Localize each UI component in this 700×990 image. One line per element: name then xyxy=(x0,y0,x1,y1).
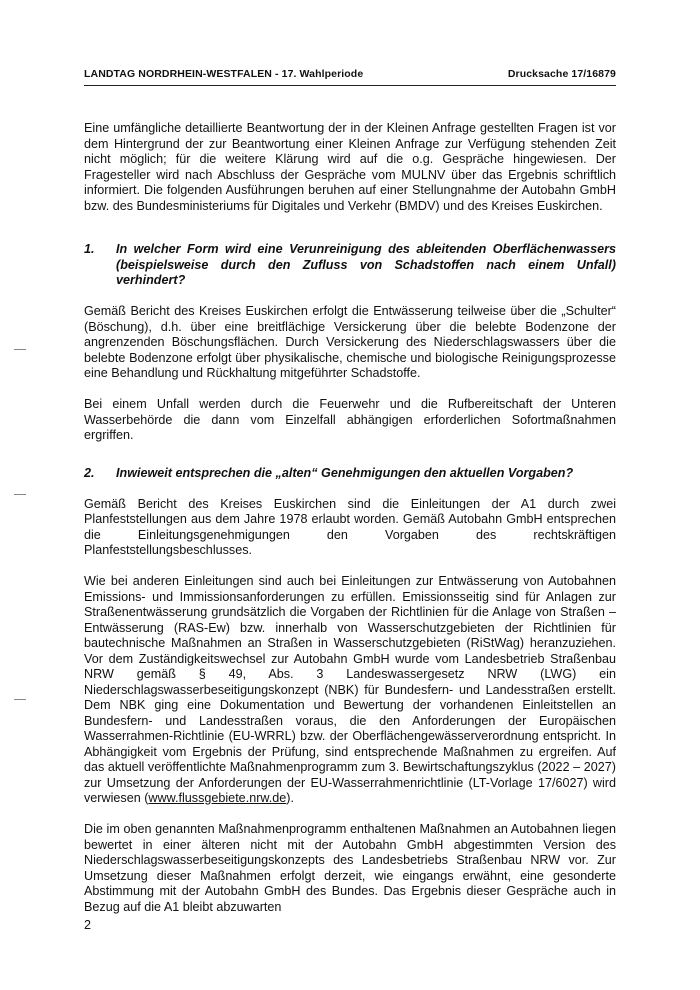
margin-mark xyxy=(14,494,26,495)
margin-mark xyxy=(14,699,26,700)
question-2-text: Inwieweit entsprechen die „alten“ Genehmigungen den aktuellen Vorgaben? xyxy=(116,465,574,480)
header-parliament: LANDTAG NORDRHEIN-WESTFALEN - 17. Wahlperiode xyxy=(84,68,364,80)
document-body xyxy=(84,121,616,931)
answer-2-paragraph-1: Gemäß Bericht des Kreises Euskirchen sind die Einleitungen der A1 durch zwei Planfeststellungen aus dem Jahre 1978 erlaubt worden. Gemäß Autobahn GmbH entsprechen die Einleitungsgenehmigungen den Vorgaben des rechtskräftigen Planfeststellungsbeschlusses. xyxy=(84,496,616,557)
answer-1-paragraph-2: Bei einem Unfall werden durch die Feuerwehr und die Rufbereitschaft der Unteren Wasserbehörde die dann vom Einzelfall abhängigen erforderlichen Sofortmaßnahmen ergriffen. xyxy=(84,397,616,442)
page-header xyxy=(84,68,616,80)
answer-1-paragraph-1: Gemäß Bericht des Kreises Euskirchen erfolgt die Entwässerung teilweise über die „Schulter“ (Böschung), d.h. über eine breitflächige Versickerung über die belebte Bodenzone der angrenzenden Böschungsflächen. Durch Versickerung des Niederschlagswassers über die belebte Bodenzone erfolgt über physikalische, chemische und biologische Reinigungsprozesse eine Behandlung und Rückhaltung mitgeführter Schadstoffe. xyxy=(84,304,616,380)
question-1-number: 1. xyxy=(84,242,95,256)
answer-2-paragraph-2-text: Wie bei anderen Einleitungen sind auch bei Einleitungen zur Entwässerung von Autobahnen Emissions- und Immissionsanforderungen zu erfüllen. Emissionsseitig sind für Anlagen zur Straßenentwässerung grundsätzlich die Vorgaben der Richtlinien für die Anlage von Straßen – Entwässerung (RAS-Ew) bzw. innerhalb von Wasserschutzgebieten der Richtlinien für bautechnische Maßnahmen an Straßen in Wasserschutzgebieten (RiStWag) heranzuziehen. Vor dem Zuständigkeitswechsel zur Autobahn GmbH wurde vom Landesbetrieb Straßenbau NRW gemäß § 49, Abs. 3 Landeswassergesetz NRW (LWG) ein Niederschlagswasserbeseitigungskonzept (NBK) für Bundesfern- und Landesstraßen erstellt. Dem NBK ging eine Dokumentation und Bewertung der vorhandenen Einleitstellen an Bundesfern- und Landesstraßen voraus, die den Anforderungen der Europäischen Wasserrahmen-Richtlinie (EU-WRRL) bzw. der Oberflächengewässerverordnung entspricht. In Abhängigkeit vom Ergebnis der Prüfung, sind entsprechende Maßnahmen zu ergreifen. Auf das aktuell veröffentlichte Maßnahmenprogramm zum 3. Bewirtschaftungszyklus (2022 – 2027) zur Umsetzung der Anforderungen der EU-Wasserrahmenrichtlinie (LT-Vorlage 17/6027) wird verwiesen ( xyxy=(84,574,616,805)
question-1-text: In welcher Form wird eine Verunreinigung des ableitenden Oberflächenwassers (beispielsweise durch den Zufluss von Schadstoffen nach einem Unfall) verhindert? xyxy=(116,242,616,287)
intro-paragraph: Eine umfängliche detaillierte Beantwortung der in der Kleinen Anfrage gestellten Fragen ist vor dem Hintergrund der zur Beantwortung einer Kleinen Anfrage zur Verfügung stehenden Zeit nicht möglich; für die weitere Klärung wird auf die o.g. Gespräche hingewiesen. Der Fragesteller wird nach Abschluss der Gespräche vom MULNV über das Ergebnis schriftlich informiert. Die folgenden Ausführungen beruhen auf einer Stellungnahme der Autobahn GmbH bzw. des Bundesministeriums für Digitales und Verkehr (BMDV) und des Kreises Euskirchen. xyxy=(84,121,616,213)
page-number: 2 xyxy=(84,918,92,932)
header-document-number: Drucksache 17/16879 xyxy=(507,68,616,80)
flussgebiete-link[interactable]: www.flussgebiete.nrw.de xyxy=(148,791,287,805)
answer-2-paragraph-2-end: ). xyxy=(286,791,294,805)
question-1 xyxy=(84,242,616,289)
header-divider xyxy=(84,85,616,86)
question-2 xyxy=(84,466,616,482)
margin-mark xyxy=(14,349,26,350)
answer-2-paragraph-2 xyxy=(84,574,616,807)
answer-2-paragraph-3: Die im oben genannten Maßnahmenprogramm enthaltenen Maßnahmen an Autobahnen liegen bewertet in einer älteren nicht mit der Autobahn GmbH abgestimmten Version des Niederschlagswasserbeseitigungskonzepts des Landesbetriebs Straßenbau NRW vor. Zur Umsetzung dieser Maßnahmen erfolgt derzeit, wie eingangs erwähnt, eine gesonderte Abstimmung mit der Autobahn GmbH des Bundes. Das Ergebnis dieser Gespräche auch in Bezug auf die A1 bleibt abzuwarten xyxy=(84,822,616,914)
question-2-number: 2. xyxy=(84,465,95,480)
